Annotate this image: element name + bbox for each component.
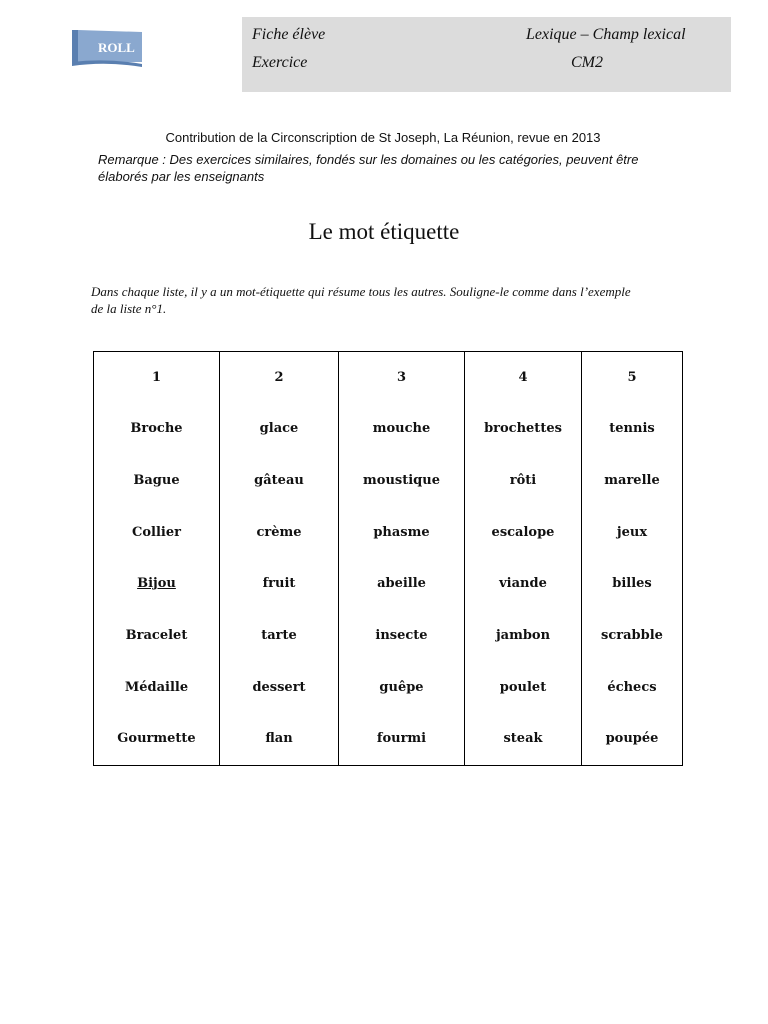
table-cell: abeille [339,558,465,610]
header-level: CM2 [571,54,603,71]
table-cell: Collier [94,506,220,558]
contribution-line: Contribution de la Circonscription de St Joseph, La Réunion, revue en 2013 [165,130,601,145]
table-cell: jeux [582,506,683,558]
table-cell: Bague [94,455,220,507]
table-cell: moustique [339,455,465,507]
table-row [94,455,683,507]
logo-text: ROLL [98,40,135,55]
table-row [94,610,683,662]
table-cell: dessert [220,661,339,713]
table-row [94,558,683,610]
table-cell: flan [220,713,339,765]
table-cell: marelle [582,455,683,507]
table-row [94,506,683,558]
table-header-row [94,352,683,404]
column-header: 5 [582,352,683,404]
word-lists-table [93,351,683,766]
table-cell: brochettes [465,403,582,455]
table-row [94,713,683,765]
table-cell: Médaille [94,661,220,713]
roll-logo [70,28,144,68]
column-header: 4 [465,352,582,404]
table-cell: billes [582,558,683,610]
table-cell: fruit [220,558,339,610]
header-exercice: Exercice [252,54,308,71]
table-cell: Gourmette [94,713,220,765]
table-cell: crème [220,506,339,558]
column-header: 2 [220,352,339,404]
header-lexique: Lexique – Champ lexical [526,26,686,43]
table-cell: scrabble [582,610,683,662]
header-box [242,17,731,92]
table-cell: échecs [582,661,683,713]
table-cell: jambon [465,610,582,662]
table-cell: Broche [94,403,220,455]
table-cell: tarte [220,610,339,662]
table-cell: guêpe [339,661,465,713]
column-header: 1 [94,352,220,404]
table-cell: steak [465,713,582,765]
table-row [94,661,683,713]
table-row [94,403,683,455]
table-cell [94,558,220,610]
table-cell: poupée [582,713,683,765]
table-cell: insecte [339,610,465,662]
table-cell: Bracelet [94,610,220,662]
table-cell: glace [220,403,339,455]
example-underlined-word: Bijou [137,576,176,592]
header-fiche-eleve: Fiche élève [252,26,326,43]
table-cell: poulet [465,661,582,713]
table-cell: escalope [465,506,582,558]
remarque-note: Remarque : Des exercices similaires, fondés sur les domaines ou les catégories, peuvent être élaborés par les enseignants [98,152,639,184]
table-cell: fourmi [339,713,465,765]
table-cell: tennis [582,403,683,455]
table-cell: phasme [339,506,465,558]
table-cell: mouche [339,403,465,455]
page-title: Le mot étiquette [308,219,460,244]
table-cell: gâteau [220,455,339,507]
instruction-text: Dans chaque liste, il y a un mot-étiquette qui résume tous les autres. Souligne-le comme dans l’exemple de la liste n°1. [91,284,631,316]
column-header: 3 [339,352,465,404]
table-cell: viande [465,558,582,610]
table-cell: rôti [465,455,582,507]
